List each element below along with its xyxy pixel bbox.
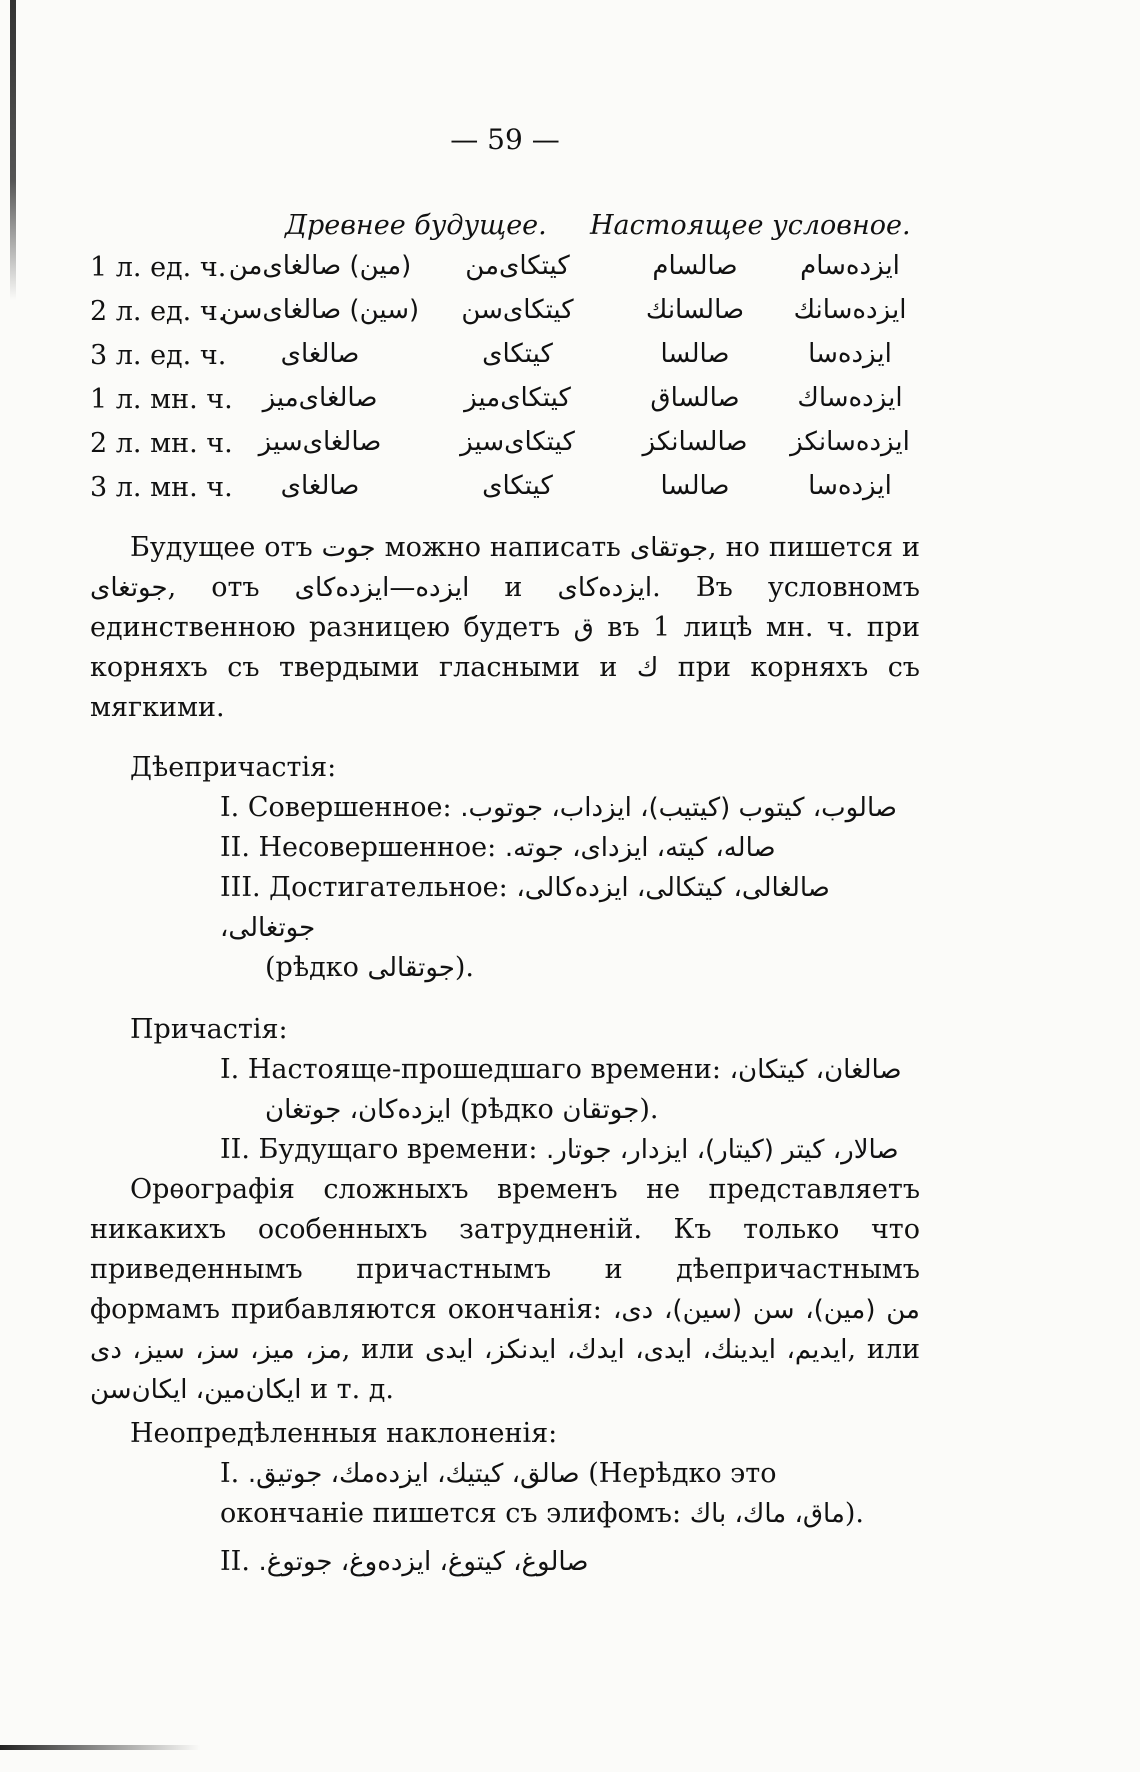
text-run: въ 1 лицѣ мн. ч. при корняхъ съ твердыми гласными и <box>90 612 920 683</box>
form-izdesa: ایزده‌سانك <box>793 295 907 325</box>
form-kitkay: کیتکای‌سیز <box>460 427 575 457</box>
form-izdesa: ایزده‌سا <box>808 471 892 501</box>
arabic-forms: ایزده‌کان، جوتغان <box>265 1095 452 1125</box>
arabic-word: جوتقان <box>562 1095 640 1125</box>
arabic-forms: ماق، ماك، باك <box>689 1499 845 1529</box>
text-run: , или <box>341 1334 415 1365</box>
text-run: , но пишется и <box>708 532 920 563</box>
text-run: , отъ <box>167 572 260 603</box>
participle-item <box>90 1130 920 1170</box>
person-label: 1 л. мн. ч. <box>90 384 233 415</box>
item-label: I. Совершенное: <box>220 792 452 823</box>
text-run: и т. д. <box>310 1374 394 1405</box>
form-salgay: صالغای‌سیز <box>258 427 382 457</box>
gerund-item <box>90 828 920 868</box>
form-izdesa: ایزده‌سا <box>808 339 892 369</box>
item-label: II. Несовершенное: <box>220 832 497 863</box>
infinitive-item <box>90 1454 920 1534</box>
item-label: I. <box>220 1458 240 1489</box>
text-run: при корняхъ съ мягкими. <box>90 652 920 723</box>
arabic-word: ایزده‌کای <box>557 573 653 603</box>
participle-item <box>90 1050 920 1090</box>
text-run: . Въ условномъ единственною разницею будетъ <box>90 572 920 643</box>
person-label: 2 л. мн. ч. <box>90 428 233 459</box>
form-kitkay: کیتکای <box>482 471 553 501</box>
text-run: Будущее отъ <box>130 532 313 563</box>
form-salsa: صالسام <box>652 251 738 281</box>
form-salsa: صالسا <box>660 471 730 501</box>
gerunds-title: Дѣепричастія: <box>130 752 337 783</box>
person-label: 3 л. мн. ч. <box>90 472 233 503</box>
form-salgay: صالغای <box>280 471 360 501</box>
text-run: можно написать <box>384 532 621 563</box>
form-kitkay: کیتکای‌میز <box>464 383 571 413</box>
item-label: III. Достигательное: <box>220 872 508 903</box>
page-edge-shadow <box>10 0 16 300</box>
infinitive-item <box>90 1542 920 1582</box>
form-kitkay: کیتکای‌من <box>465 251 570 281</box>
arabic-word: جوتغای <box>90 573 168 603</box>
form-salsa: صالسا <box>660 339 730 369</box>
text-run: , или <box>847 1334 920 1365</box>
page-bottom-shadow <box>0 1745 200 1750</box>
form-kitkay: کیتکای‌سن <box>461 295 574 325</box>
table-row <box>90 378 920 422</box>
arabic-letter: ق <box>573 613 594 643</box>
text-run: и <box>504 572 523 603</box>
arabic-forms: صالوغ، کیتوغ، ایزده‌وغ، جوتوغ. <box>258 1547 589 1577</box>
text-run: (рѣдко <box>265 952 359 983</box>
form-salsa: صالساق <box>650 383 740 413</box>
form-salsa: صالسانکز <box>642 427 748 457</box>
arabic-forms: صاله، کیته، ایزدای، جوته. <box>504 833 776 863</box>
item-label: I. Настояще-прошедшаго времени: <box>220 1054 721 1085</box>
arabic-forms: صالار، کیتر (کیتار)، ایزدار، جوتار. <box>546 1135 899 1165</box>
text-run: (рѣдко <box>459 1094 554 1125</box>
arabic-endings: من (مین)، سن (سین)، دی، مز، میز، سز، سیز، دی <box>90 1295 920 1365</box>
table-row <box>90 466 920 510</box>
form-izdesa: ایزده‌سام <box>800 251 900 281</box>
form-izdesa: ایزده‌ساك <box>797 383 903 413</box>
text-run: ). <box>844 1498 865 1529</box>
item-label: II. Будущаго времени: <box>220 1134 538 1165</box>
text-run: ). <box>454 952 474 983</box>
arabic-word: ایزده—ایزده‌کای <box>294 573 470 603</box>
arabic-word: جوتقای <box>629 533 709 563</box>
person-label: 1 л. ед. ч. <box>90 252 227 283</box>
form-izdesa: ایزده‌سانکز <box>790 427 910 457</box>
orthography-paragraph <box>90 1170 920 1410</box>
future-paragraph <box>90 528 920 728</box>
arabic-endings: ایکان‌مین، ایکان‌سن <box>90 1375 302 1405</box>
arabic-forms: صالغالی، کیتکالی، ایزده‌کالی، جوتغالی، <box>220 873 830 943</box>
text-run: Орѳографія сложныхъ временъ не представляетъ никакихъ особенныхъ затрудненій. Къ только что приведеннымъ причастнымъ и дѣепричастнымъ формамъ прибавляются окончанія: <box>90 1174 920 1325</box>
gerund-item <box>90 788 920 828</box>
arabic-word: جوت <box>321 533 376 563</box>
participle-item-cont <box>90 1090 920 1130</box>
form-salgay: (مین) صالغای‌من <box>228 251 412 281</box>
header-past-future: Древнее будущее. <box>285 210 547 241</box>
table-row <box>90 290 920 334</box>
table-row <box>90 422 920 466</box>
form-kitkay: کیتکای <box>482 339 553 369</box>
infinitives-title: Неопредѣленныя наклоненія: <box>130 1418 558 1449</box>
form-salgay: صالغای <box>280 339 360 369</box>
item-label: II. <box>220 1546 250 1577</box>
participles-title: Причастія: <box>130 1014 288 1045</box>
arabic-forms: صالغان، کیتکان، <box>729 1055 902 1085</box>
table-row <box>90 246 920 290</box>
gerund-item <box>90 868 920 948</box>
form-salgay: صالغای‌میز <box>262 383 378 413</box>
text-run: ). <box>639 1094 659 1125</box>
person-label: 3 л. ед. ч. <box>90 340 227 371</box>
text-run: (Нерѣдко это окончаніе пишется съ элифомъ: <box>220 1458 777 1529</box>
arabic-forms: صالوب، کیتوب (کیتیب)، ایزداب، جوتوب. <box>460 793 897 823</box>
table-headers <box>90 206 920 246</box>
form-salsa: صالسانك <box>645 295 745 325</box>
header-present-conditional: Настоящее условное. <box>590 210 911 241</box>
person-label: 2 л. ед. ч. <box>90 296 227 327</box>
page-number: — 59 — <box>450 123 560 156</box>
arabic-word: جوتقالی <box>367 953 455 983</box>
arabic-endings: ایدیم، ایدینك، ایدی، ایدك، ایدنکز، ایدی <box>425 1335 848 1365</box>
arabic-forms: صالق، کیتیك، ایزده‌مك، جوتیق. <box>247 1459 580 1489</box>
table-row <box>90 334 920 378</box>
conjugation-table <box>90 246 920 510</box>
arabic-letter: ك <box>636 653 659 683</box>
gerund-note <box>90 948 920 988</box>
form-salgay: (سین) صالغای‌سن <box>220 295 420 325</box>
book-page <box>90 120 920 1582</box>
